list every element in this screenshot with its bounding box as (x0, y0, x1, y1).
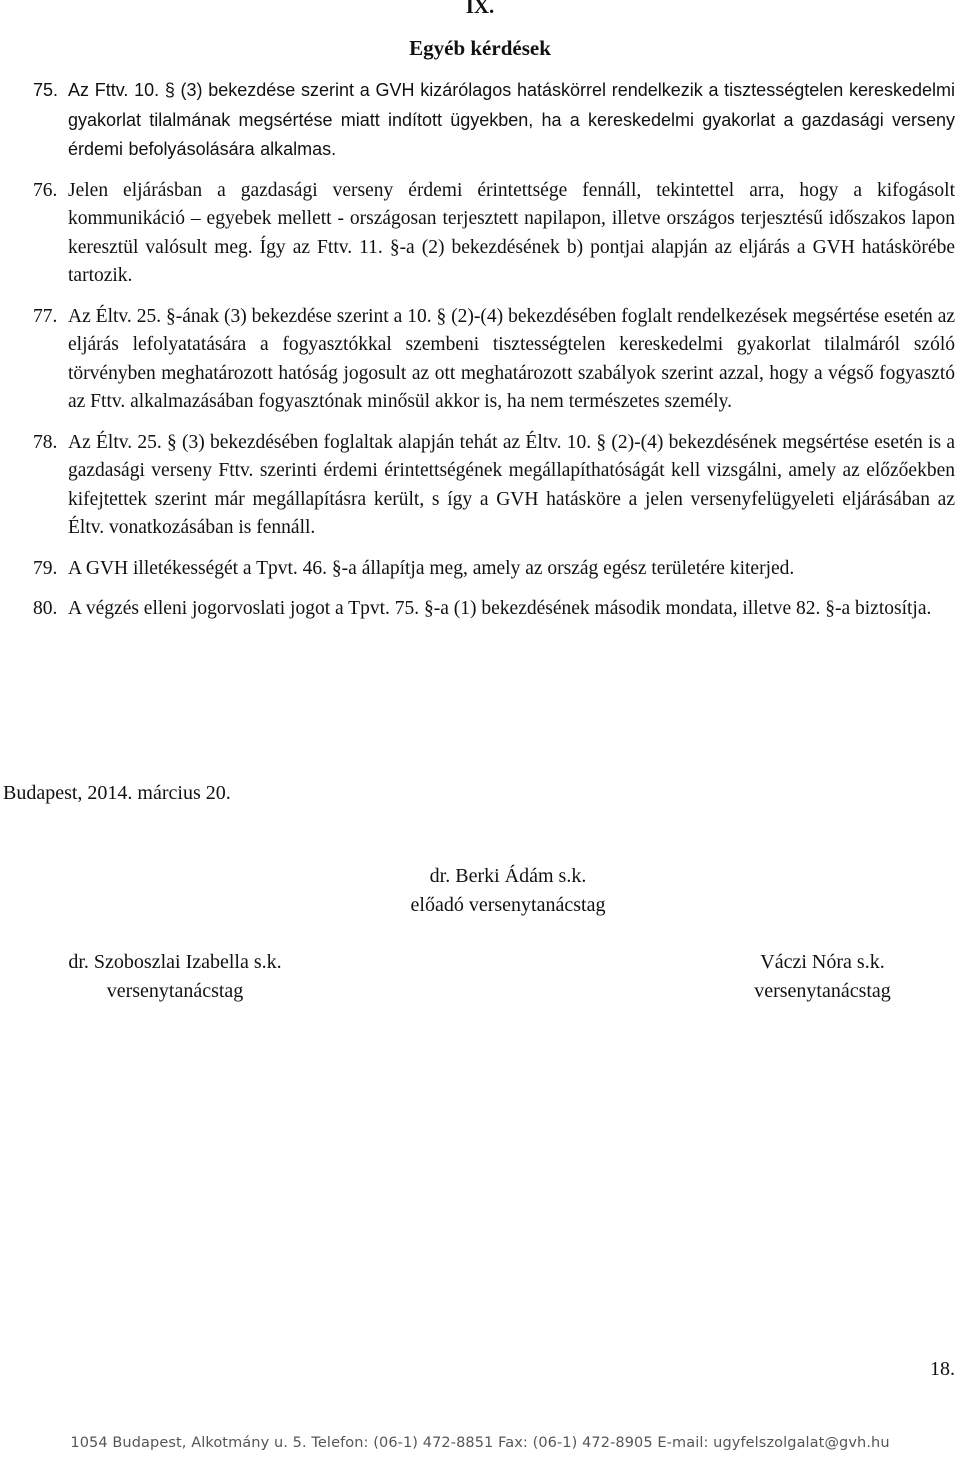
paragraph-text: A GVH illetékességét a Tpvt. 46. §-a állapítja meg, amely az ország egész területére kiterjed. (68, 557, 795, 579)
signature-right (665, 948, 960, 1006)
paragraph-80 (33, 595, 955, 624)
paragraph-text: Az Fttv. 10. § (3) bekezdése szerint a GVH kizárólagos hatáskörrel rendelkezik a tisztességtelen kereskedelmi gyakorlat tilalmának megsértése miatt indított ügyekben, ha a kereskedelmi gyakorlat a gazdasági verseny érdemi befolyásolására alkalmas. (68, 80, 955, 159)
signatory-role: versenytanácstag (106, 980, 244, 1002)
paragraph-text: Jelen eljárásban a gazdasági verseny érdemi érintettsége fennáll, tekintettel arra, hogy a kifogásolt kommunikáció – egyebek mellett - országosan terjesztett napilapon, illetve országos terjesztésű időszakos lapon keresztül valósult meg. Így az Fttv. 11. §-a (2) bekezdésének b) pontjai alapján az eljárás a GVH hatáskörébe tartozik. (68, 179, 955, 286)
signatory-name: dr. Szoboszlai Izabella s.k. (68, 951, 282, 973)
paragraph-number: 78. (33, 431, 58, 453)
section-heading: Egyéb kérdések (409, 36, 551, 60)
page-number: 18. (930, 1358, 955, 1380)
signatory-name: dr. Berki Ádám s.k. (429, 865, 587, 887)
paragraph-number: 76. (33, 179, 58, 201)
paragraph-text: A végzés elleni jogorvoslati jogot a Tpvt. 75. §-a (1) bekezdésének második mondata, illetve 82. §-a biztosítja. (68, 598, 932, 619)
signatory-role: versenytanácstag (754, 980, 891, 1002)
paragraph-number: 77. (33, 305, 58, 327)
chapter-number: IX. (465, 0, 495, 18)
signatory-role: előadó versenytanácstag (410, 894, 606, 916)
signature-main (330, 862, 686, 920)
place-and-date: Budapest, 2014. március 20. (3, 782, 231, 804)
paragraph-78 (33, 429, 955, 543)
paragraph-number: 80. (33, 598, 58, 619)
paragraph-79 (33, 555, 955, 584)
document-body (33, 76, 955, 636)
paragraph-number: 75. (33, 80, 59, 100)
paragraph-text: Az Éltv. 25. §-ának (3) bekezdése szerint a 10. § (2)-(4) bekezdésében foglalt rendelkezések megsértése esetén az eljárás lefolyatatására a fogyasztókkal szembeni tisztességtelen kereskedelmi gyakorlat tilalmáról szóló törvényben meghatározott hatóság jogosult az ott meghatározott szabályok szerint azzal, hogy a végső fogyasztó az Fttv. alkalmazásában fogyasztónak minősül akkor is, ha nem természetes személy. (68, 305, 955, 412)
paragraph-number: 79. (33, 557, 58, 579)
signature-left (20, 948, 330, 1006)
paragraph-77 (33, 303, 955, 417)
signatory-name: Váczi Nóra s.k. (760, 951, 885, 973)
page-footer: 1054 Budapest, Alkotmány u. 5. Telefon: (06-1) 472-8851 Fax: (06-1) 472-8905 E-mail: ugyfelszolgalat@gvh.hu (70, 1435, 890, 1451)
paragraph-75 (33, 76, 955, 165)
paragraph-76 (33, 177, 955, 291)
paragraph-text: Az Éltv. 25. § (3) bekezdésében foglaltak alapján tehát az Éltv. 10. § (2)-(4) bekezdésének megsértése esetén is a gazdasági verseny Fttv. szerinti érdemi érintettségének megállapíthatóságát kell vizsgálni, amely az előzőekben kifejtettek szerint már megállapításra került, s így a GVH hatásköre a jelen versenyfelügyeleti eljárásában az Éltv. vonatkozásában is fennáll. (68, 431, 955, 538)
